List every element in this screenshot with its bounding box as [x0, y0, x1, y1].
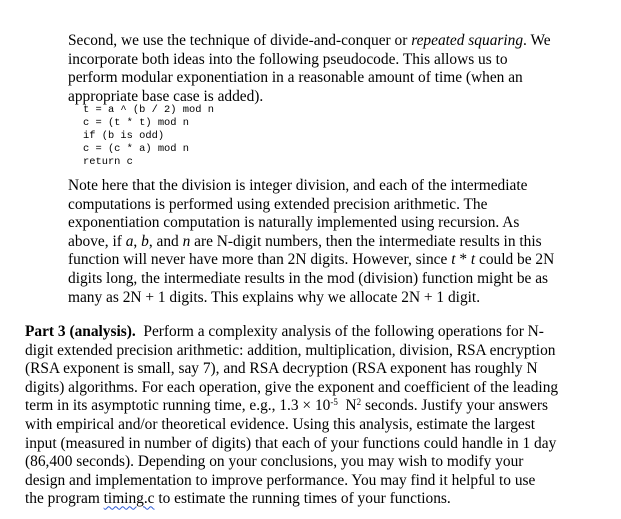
text-run: above, if: [68, 232, 126, 250]
text-line: [68, 32, 588, 51]
code-line: c = (t * t) mod n: [83, 117, 190, 130]
variable-b: b: [141, 232, 149, 250]
text-run: are N-digit numbers, then the intermediate results in this: [190, 232, 542, 250]
code-line: if (b is odd): [83, 130, 165, 143]
paragraph-integer-division: [68, 177, 588, 307]
variable-t: t: [451, 251, 456, 269]
text-line: with empirical and/or theoretical evidence. Using this analysis, estimate the largest: [25, 415, 536, 433]
text-run: function will never have more than 2N digits. However, since: [68, 251, 452, 269]
variable-t: t: [470, 251, 476, 269]
text-run: N: [337, 397, 357, 415]
text-line: input (measured in number of digits) that each of your functions could handle in 1 day: [25, 434, 557, 452]
text-run: . We: [523, 32, 551, 49]
text-run: *: [455, 251, 471, 269]
text-line: digits long, the intermediate results in the mod (division) function might be as: [68, 269, 549, 287]
timing-c-link[interactable]: timing.c: [103, 490, 155, 508]
text-line: exponentiation computation is naturally implemented using recursion. As: [68, 214, 520, 232]
variable-a: a: [125, 232, 134, 250]
text-line: Note here that the division is integer division, and each of the intermediate: [68, 177, 528, 194]
text-line: computations is performed using extended precision arithmetic. The: [68, 195, 488, 213]
text-line: appropriate base case is added).: [68, 87, 264, 105]
text-run: , and: [148, 232, 183, 250]
text-run: to estimate the running times of your functions.: [154, 490, 451, 508]
variable-n: n: [182, 232, 191, 250]
text-line: incorporate both ideas into the following pseudocode. This allows us to: [68, 50, 508, 68]
text-line: many as 2N + 1 digits. This explains why we allocate 2N + 1 digit.: [68, 288, 481, 306]
text-line: (86,400 seconds). Depending on your conclusions, you may wish to modify your: [25, 453, 524, 471]
text-line: design and implementation to improve performance. You may find it helpful to use: [25, 471, 536, 489]
code-line: c = (c * a) mod n: [83, 143, 190, 156]
text-run: Perform a complexity analysis of the following operations for N-: [135, 323, 544, 340]
code-line: return c: [83, 156, 133, 169]
code-line: t = a ^ (b / 2) mod n: [83, 104, 214, 116]
text-run: could be 2N: [475, 251, 555, 269]
exponent: -5: [330, 397, 338, 408]
pseudocode-block: [83, 104, 214, 169]
text-line: digits) algorithms. For each operation, give the exponent and coefficient of the leading: [25, 378, 559, 396]
exponent: 2: [356, 397, 362, 408]
text-line: [25, 397, 595, 416]
text-line: perform modular exponentiation in a reasonable amount of time (when an: [68, 69, 523, 87]
text-line: [25, 323, 595, 342]
text-run: the program: [25, 490, 104, 508]
paragraph-part3-analysis: [25, 323, 595, 509]
text-run: seconds. Justify your answers: [361, 397, 548, 415]
text-run: ,: [133, 232, 142, 250]
paragraph-repeated-squaring: [68, 32, 588, 106]
text-line: [68, 251, 588, 270]
text-line: [68, 233, 588, 252]
text-run: Second, we use the technique of divide-and-conquer or: [68, 32, 412, 49]
text-run: term in its asymptotic running time, e.g., 1.3 × 10: [25, 397, 331, 415]
emphasis-repeated-squaring: repeated squaring: [411, 32, 524, 49]
text-line: digit extended precision arithmetic: addition, multiplication, division, RSA encryption: [25, 341, 556, 359]
text-line: [25, 490, 595, 509]
text-line: (RSA exponent is small, say 7), and RSA decryption (RSA exponent has roughly N: [25, 360, 538, 378]
part3-heading: Part 3 (analysis).: [25, 323, 136, 340]
